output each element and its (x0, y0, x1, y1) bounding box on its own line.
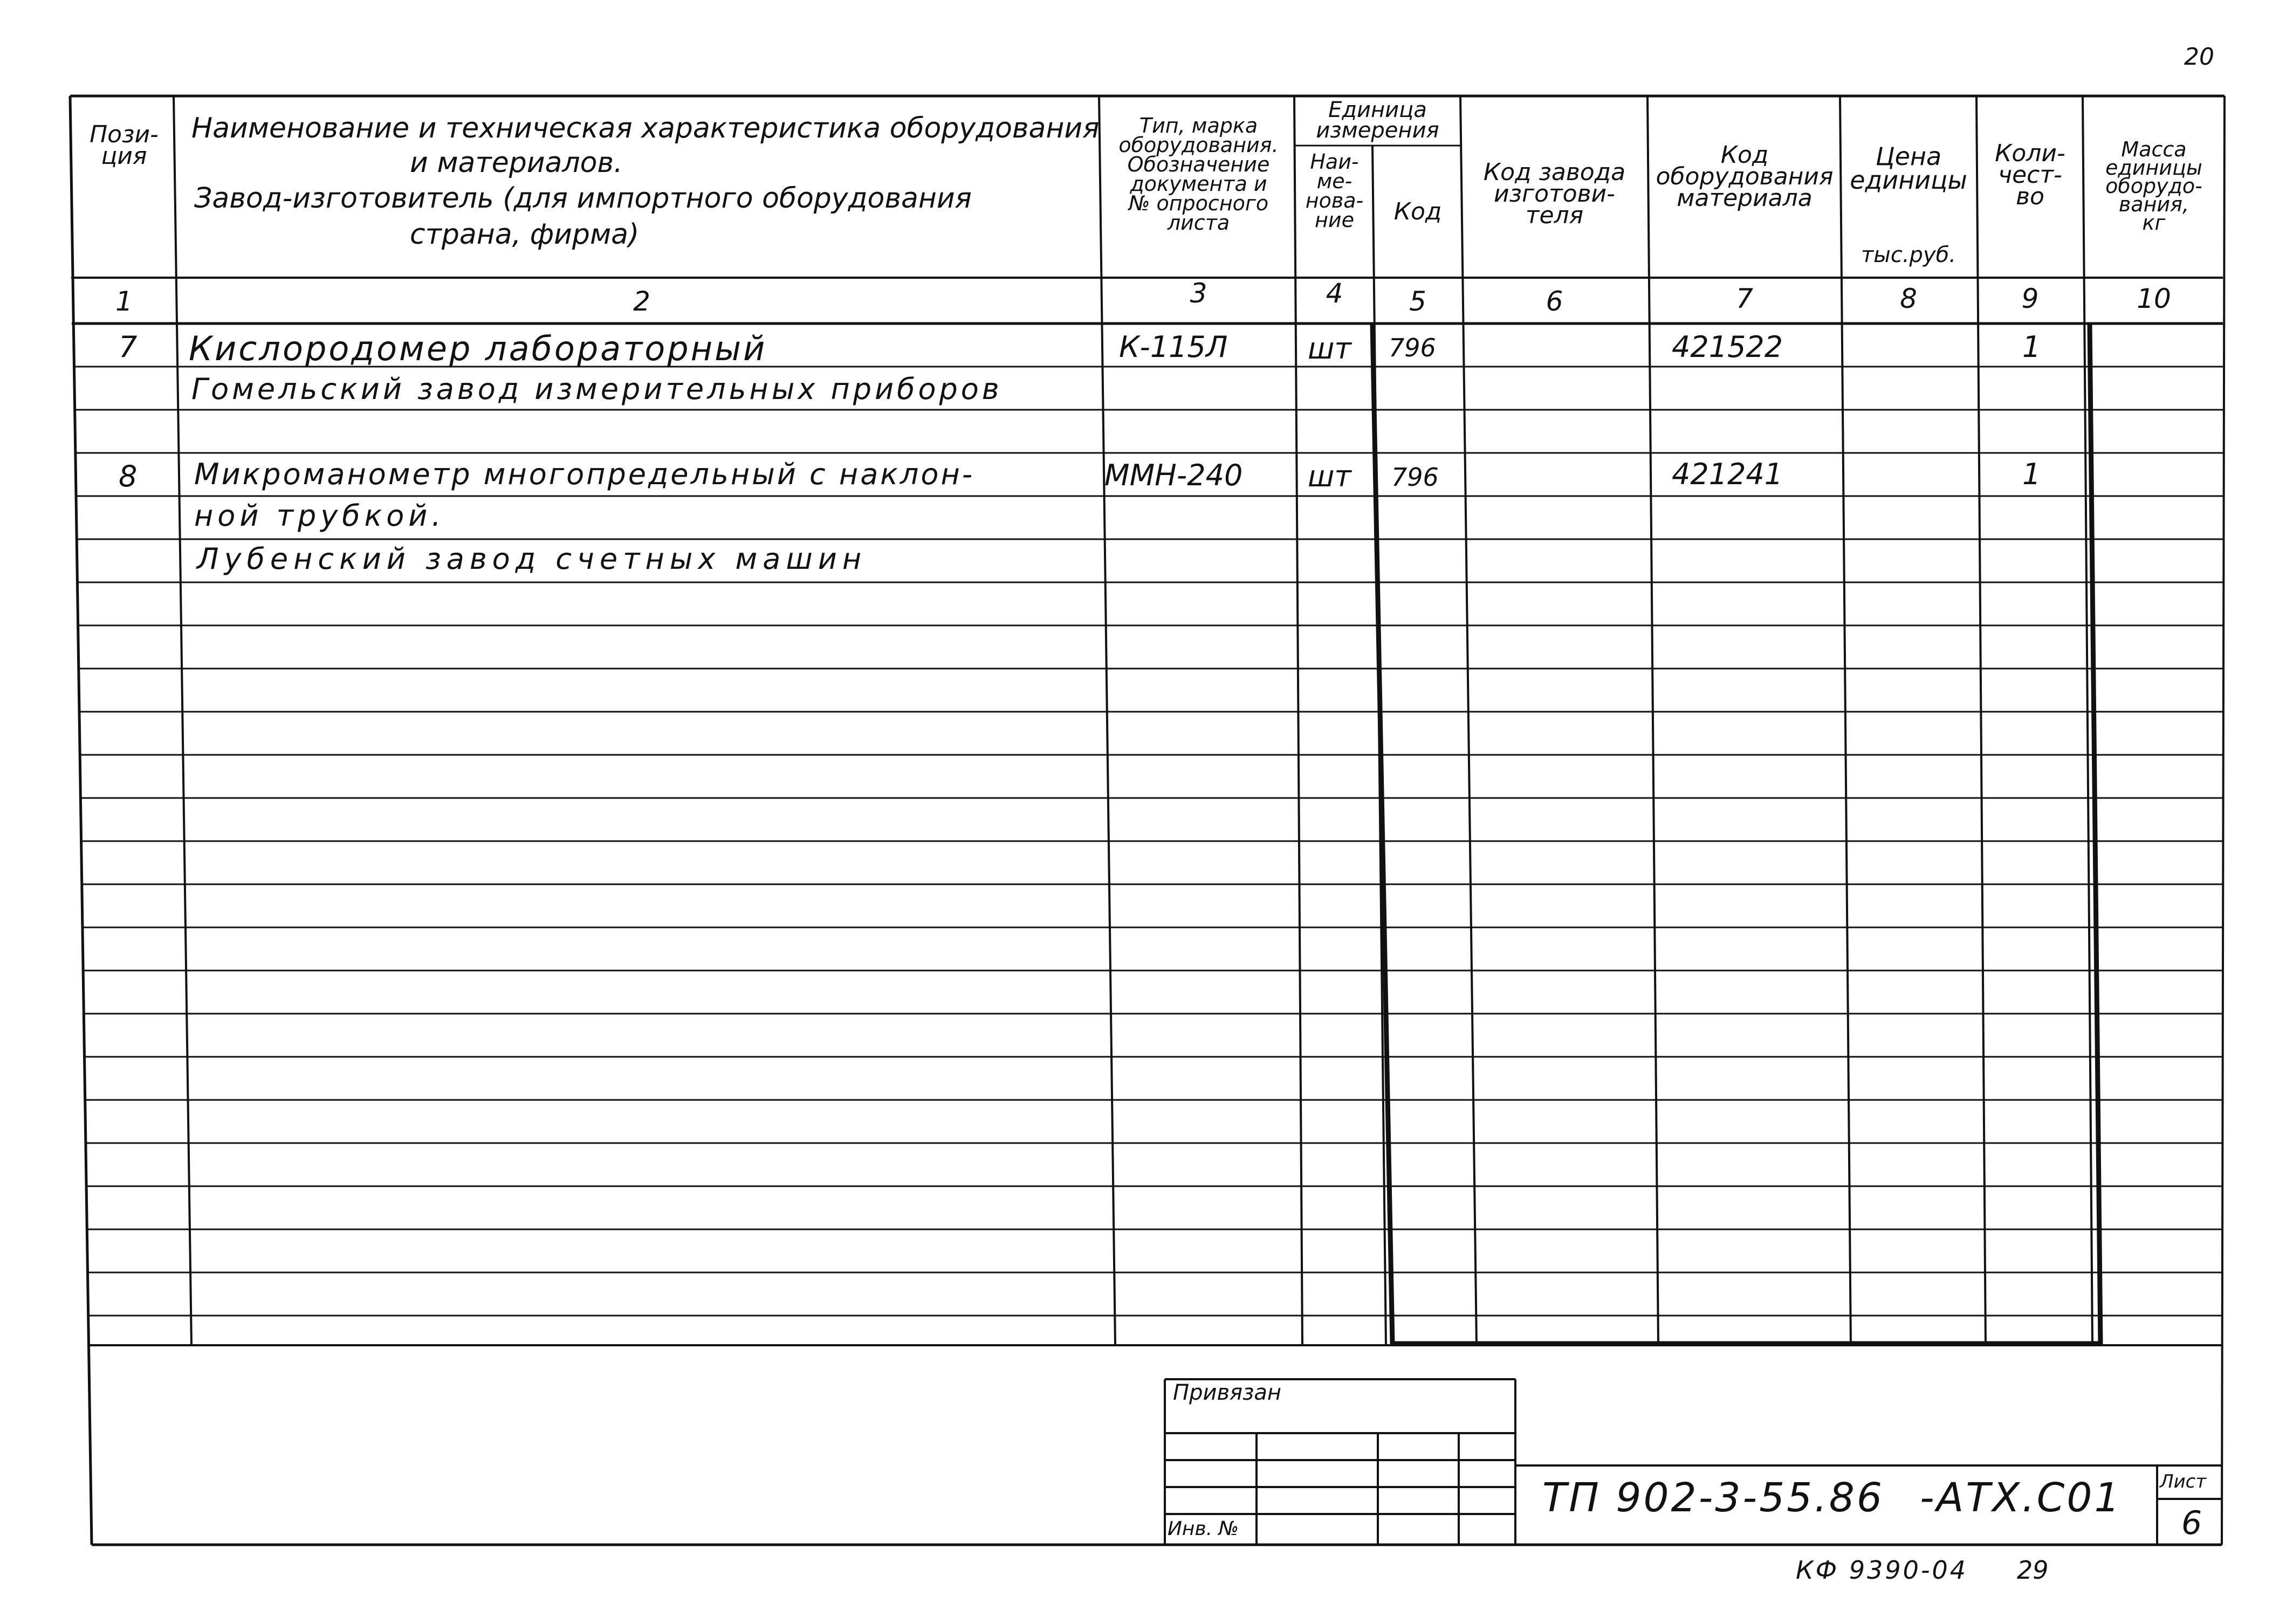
row-name: Микроманометр многопредельный с наклон- (194, 457, 975, 491)
header-type: Тип, марка оборудования. Обозначение документа и № опросного листа (1118, 114, 1279, 235)
row-type: К-115Л (1119, 330, 1228, 364)
colnum-3: 3 (1190, 278, 1207, 309)
colnum-7: 7 (1736, 283, 1753, 314)
header-price-unit: тыс.руб. (1861, 243, 1956, 267)
row-position: 8 (119, 459, 138, 493)
row-unit: шт (1308, 459, 1351, 493)
colnum-8: 8 (1900, 283, 1917, 314)
row-unit: шт (1308, 332, 1351, 366)
colnum-9: 9 (2021, 283, 2039, 314)
sheet-number: 6 (2181, 1504, 2202, 1542)
header-name-line4: страна, фирма) (410, 218, 640, 251)
colnum-5: 5 (1409, 286, 1426, 317)
colnum-6: 6 (1546, 286, 1563, 317)
header-equipment-code: Код оборудования материала (1656, 141, 1834, 212)
corner-mark: 20 (2184, 43, 2214, 71)
header-unit-name: Наи- ме- нова- ние (1305, 150, 1364, 232)
header-position: Пози- ция (90, 121, 159, 170)
doc-suffix: -АТХ.С01 (1920, 1475, 2122, 1521)
header-quantity: Коли- чест- во (1995, 140, 2065, 210)
doc-code: ТП 902-3-55.86 (1542, 1475, 1884, 1521)
row-equipment-code: 421522 (1672, 330, 1783, 364)
row-name: Гомельский завод измерительных приборов (191, 372, 1003, 406)
footer-number: 29 (2017, 1556, 2049, 1585)
row-name: Лубенский завод счетных машин (197, 542, 867, 576)
colnum-2: 2 (633, 286, 650, 317)
header-mass: Масса единицы оборудо- вания, кг (2105, 137, 2202, 235)
sheet-label: Лист (2160, 1471, 2207, 1492)
stamp-inv: Инв. № (1168, 1518, 1239, 1540)
row-unit-code: 796 (1389, 333, 1436, 362)
stamp-privyazan: Привязан (1173, 1380, 1282, 1405)
colnum-4: 4 (1326, 278, 1343, 309)
header-unit-code: Код (1393, 198, 1442, 225)
colnum-1: 1 (115, 286, 133, 317)
row-type: ММН-240 (1104, 458, 1243, 492)
row-equipment-code: 421241 (1672, 457, 1783, 491)
row-quantity: 1 (2022, 457, 2041, 491)
header-unit: Единица измерения (1316, 98, 1439, 143)
row-name: ной трубкой. (194, 499, 445, 533)
header-manufacturer-code: Код завода изготови- теля (1483, 159, 1626, 229)
header-price: Цена единицы (1850, 142, 1967, 195)
row-unit-code: 796 (1391, 463, 1439, 492)
colnum-10: 10 (2137, 283, 2171, 314)
header-name-line2: и материалов. (410, 147, 623, 179)
row-quantity: 1 (2022, 330, 2041, 364)
row-name: Кислородомер лабораторный (189, 329, 767, 368)
header-name-line3: Завод-изготовитель (для импортного оборудования (194, 182, 972, 215)
footer-code: КФ 9390-04 (1796, 1556, 1968, 1585)
row-position: 7 (119, 330, 138, 364)
header-name-line1: Наименование и техническая характеристика оборудования (191, 112, 1100, 144)
